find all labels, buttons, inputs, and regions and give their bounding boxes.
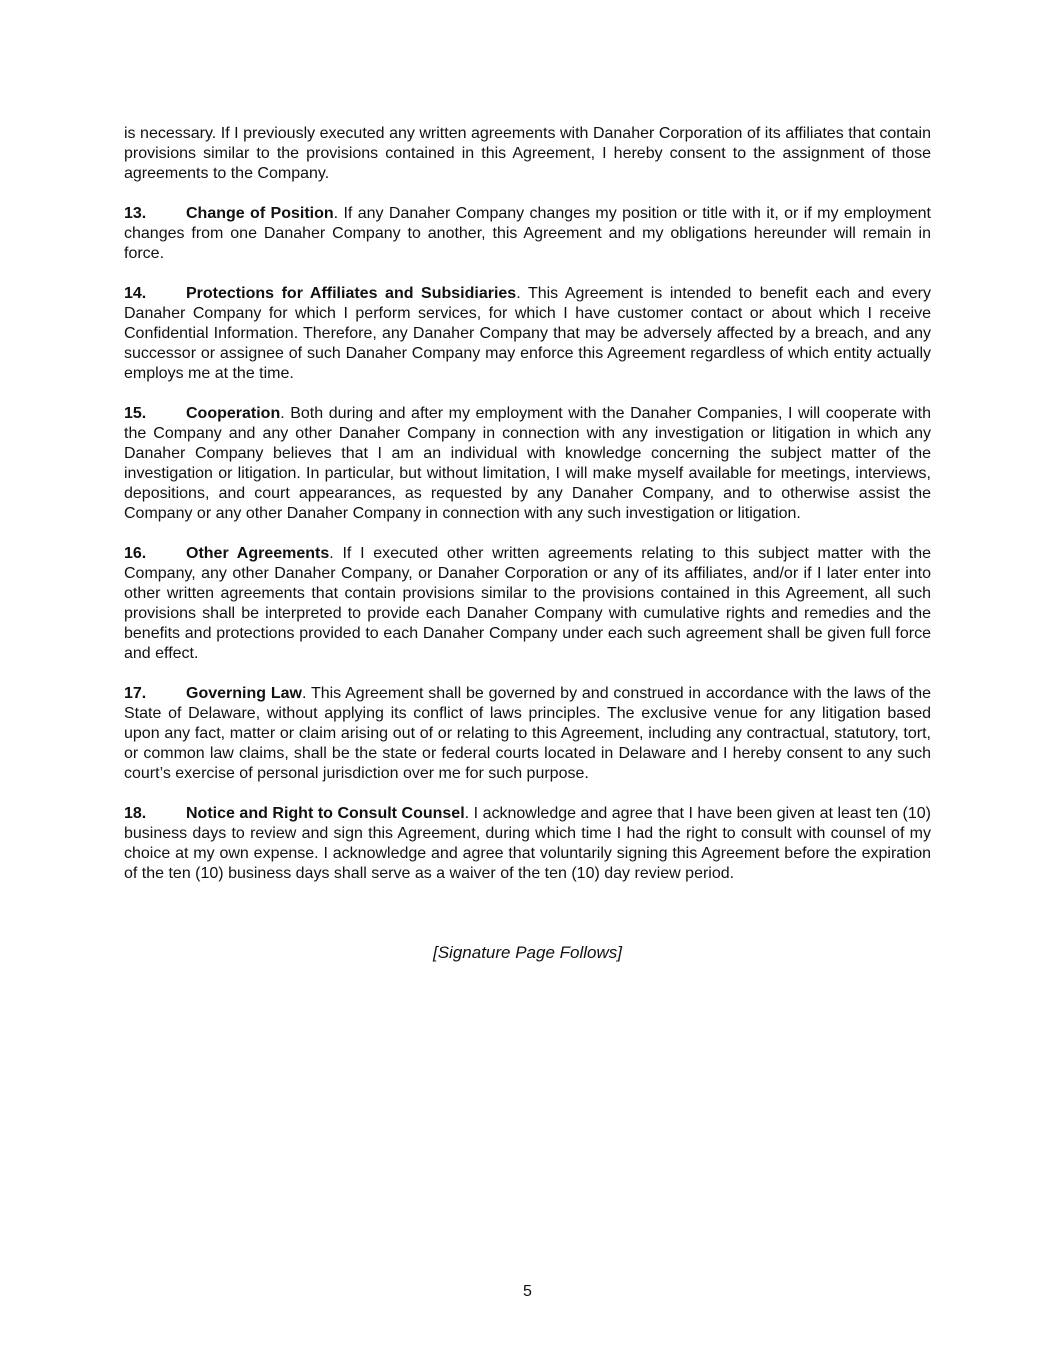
section-heading: Notice and Right to Consult Counsel bbox=[186, 805, 465, 822]
page-number: 5 bbox=[523, 1283, 532, 1300]
section-number: 15. bbox=[124, 405, 147, 422]
section-18 bbox=[124, 804, 931, 884]
intro-paragraph: is necessary. If I previously executed any written agreements with Danaher Corporation of its affiliates that contain provisions similar to the provisions contained in this Agreement, I hereby consent to the assignment of those agreements to the Company. bbox=[124, 125, 931, 182]
document-page bbox=[124, 124, 931, 904]
section-number: 18. bbox=[124, 805, 147, 822]
signature-page-note: [Signature Page Follows] bbox=[433, 943, 622, 962]
section-17 bbox=[124, 684, 931, 784]
section-number: 14. bbox=[124, 285, 147, 302]
section-body: . This Agreement shall be governed by and construed in accordance with the laws of the State of Delaware, without applying its conflict of laws principles. The exclusive venue for any litigation based upon any fact, matter or claim arising out of or relating to this Agreement, including any contractual, statutory, tort, or common law claims, shall be the state or federal courts located in Delaware and I hereby consent to any such court’s exercise of personal jurisdiction over me for such purpose. bbox=[124, 685, 932, 782]
section-13 bbox=[124, 204, 931, 264]
section-body: . If any Danaher Company changes my position or title with it, or if my employment changes from one Danaher Company to another, this Agreement and my obligations hereunder will remain in force. bbox=[124, 205, 931, 262]
section-heading: Cooperation bbox=[186, 405, 281, 422]
section-body: . Both during and after my employment with the Danaher Companies, I will cooperate with the Company and any other Danaher Company in connection with any investigation or litigation in which any Danaher Company believes that I am an individual with knowledge concerning the subject matter of the investigation or litigation. In particular, but without limitation, I will make myself available for meetings, interviews, depositions, and court appearances, as requested by any Danaher Company, and to otherwise assist the Company or any other Danaher Company in connection with any such investigation or litigation. bbox=[124, 405, 931, 522]
section-heading: Change of Position bbox=[186, 205, 334, 222]
section-16 bbox=[124, 544, 931, 664]
section-heading: Protections for Affiliates and Subsidiaries bbox=[186, 285, 517, 302]
section-body: . This Agreement is intended to benefit each and every Danaher Company for which I perform services, for which I have customer contact or about which I receive Confidential Information. Therefore, any Danaher Company that may be adversely affected by a breach, and any successor or assignee of such Danaher Company may enforce this Agreement regardless of which entity actually employs me at the time. bbox=[124, 285, 931, 382]
section-heading: Governing Law bbox=[186, 685, 302, 702]
section-14 bbox=[124, 284, 931, 384]
section-15 bbox=[124, 404, 931, 524]
section-body: . If I executed other written agreements relating to this subject matter with the Company, any other Danaher Company, or Danaher Corporation or any of its affiliates, and/or if I later enter into other written agreements that contain provisions similar to the provisions contained in this Agreement, all such provisions shall be interpreted to provide each Danaher Company with cumulative rights and remedies and the benefits and protections provided to each Danaher Company under each such agreement shall be given full force and effect. bbox=[124, 545, 932, 662]
section-body: . I acknowledge and agree that I have been given at least ten (10) business days to review and sign this Agreement, during which time I had the right to consult with counsel of my choice at my own expense. I acknowledge and agree that voluntarily signing this Agreement before the expiration of the ten (10) business days shall serve as a waiver of the ten (10) day review period. bbox=[124, 805, 931, 882]
section-heading: Other Agreements bbox=[186, 545, 330, 562]
section-number: 16. bbox=[124, 545, 147, 562]
section-number: 17. bbox=[124, 685, 147, 702]
section-number: 13. bbox=[124, 205, 147, 222]
